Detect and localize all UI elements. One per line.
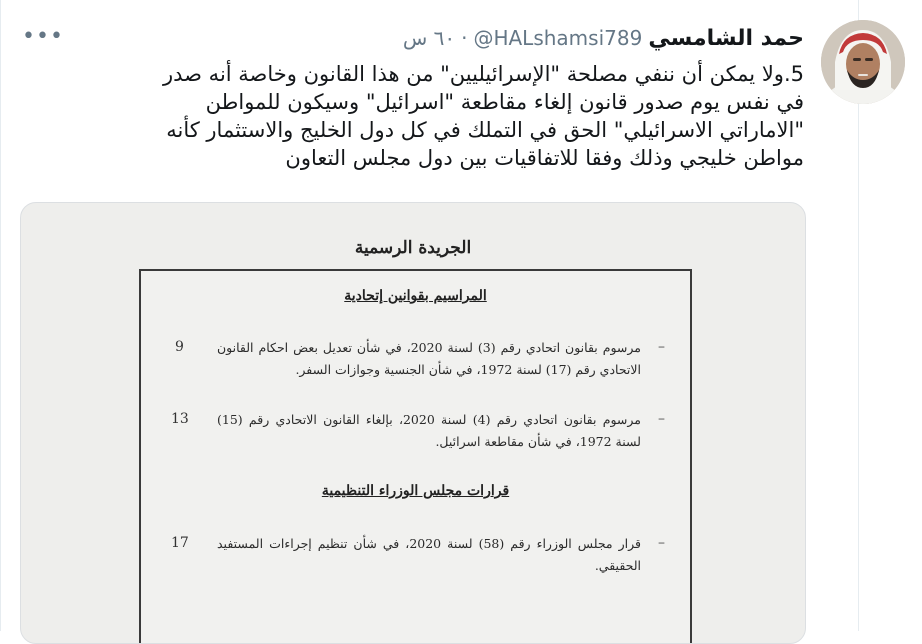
avatar[interactable] xyxy=(821,20,905,104)
document-frame xyxy=(139,269,692,644)
entry-page-number: 17 xyxy=(171,535,189,551)
entry-dash: – xyxy=(658,535,665,551)
tweet-media-image[interactable] xyxy=(20,202,806,644)
document-entry: قرار مجلس الوزراء رقم (58) لسنة 2020، في شأن تنظيم إجراءات المستفيد الحقيقي. xyxy=(217,536,641,573)
feed-border-left xyxy=(0,0,1,631)
author-name[interactable]: حمد الشامسي xyxy=(648,26,804,51)
section-heading-decrees: المراسيم بقوانين إتحادية xyxy=(344,288,487,304)
separator-dot: · xyxy=(461,26,468,50)
entry-dash: – xyxy=(658,411,665,427)
entry-dash: – xyxy=(658,339,665,355)
avatar-image xyxy=(821,20,905,104)
entry-page-number: 9 xyxy=(175,339,184,355)
tweet-header xyxy=(403,26,804,51)
document-entry: مرسوم بقانون اتحادي رقم (4) لسنة 2020، بإلغاء القانون الاتحادي رقم (15) لسنة 1972، في شأن مقاطعة اسرائيل. xyxy=(217,412,641,449)
section-heading-cabinet: قرارات مجلس الوزراء التنظيمية xyxy=(321,483,510,499)
tweet-text: 5.ولا يمكن أن ننفي مصلحة "الإسرائيليين" من هذا القانون وخاصة أنه صدر في نفس يوم صدور قانون إلغاء مقاطعة "اسرائيل" وسيكون للمواطن "الاماراتي الاسرائيلي" الحق في التملك في كل دول الخليج والاستثمار كأنه مواطن خليجي وذلك وفقا للاتفاقيات بين دول مجلس التعاون xyxy=(163,62,804,170)
more-options-icon[interactable]: ••• xyxy=(22,24,64,49)
tweet-timestamp[interactable]: ٦٠ س xyxy=(402,26,456,50)
document-title: الجريدة الرسمية xyxy=(354,238,472,258)
entry-page-number: 13 xyxy=(171,411,189,427)
document-entry: مرسوم بقانون اتحادي رقم (3) لسنة 2020، في شأن تعديل بعض احكام القانون الاتحادي رقم (17) لسنة 1972، في شأن الجنسية وجوازات السفر. xyxy=(217,340,641,377)
author-handle[interactable]: @HALshamsi789 xyxy=(473,26,643,50)
